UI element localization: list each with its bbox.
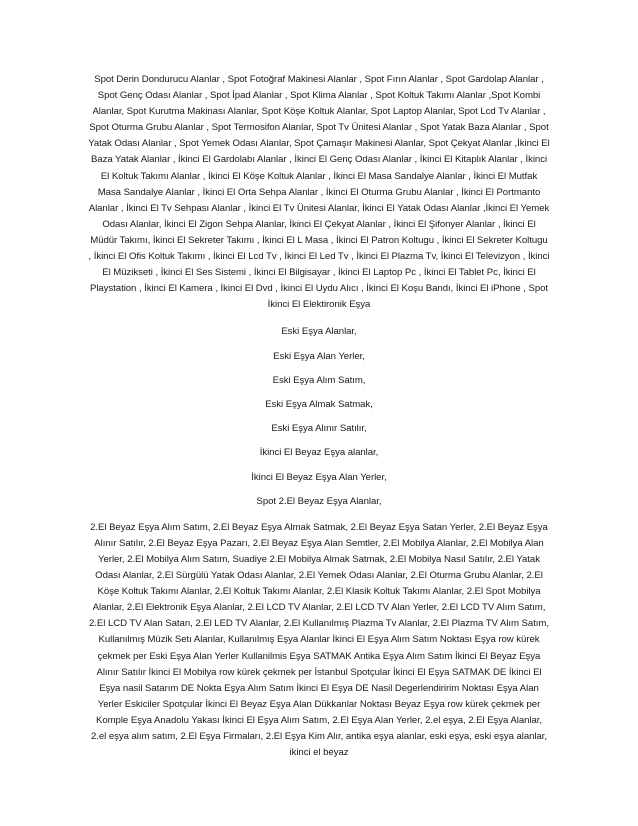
single-line: Spot 2.El Beyaz Eşya Alanlar, (256, 495, 382, 507)
single-line: İkinci El Beyaz Eşya Alan Yerler, (251, 471, 387, 483)
single-lines (88, 324, 550, 509)
single-line: Eski Eşya Alınır Satılır, (271, 423, 367, 435)
single-line: Eski Eşya Almak Satmak, (265, 398, 373, 410)
document-page (88, 72, 550, 761)
single-line: Eski Eşya Alım Satım, (272, 374, 366, 386)
single-line: İkinci El Beyaz Eşya alanlar, (259, 447, 379, 459)
closing-paragraph: 2.El Beyaz Eşya Alım Satım, 2.El Beyaz Eşya Almak Satmak, 2.El Beyaz Eşya Satan Yerler, 2.El Beyaz Eşya Alınır Satılır, 2.El Beyaz Eşya Pazarı, 2.El Beyaz Eşya Alan Semtler, 2.El Mobilya Alanlar, 2.El Mobilya Alan Yerler, 2.El Mobilya Alım Satım, Suadiye 2.El Mobilya Almak Satmak, 2.El Mobilya Nasıl Satılır, 2.El Yatak Odası Alanlar, 2.El Sürgülü Yatak Odası Alanlar, 2.El Yemek Odası Alanlar, 2.El Oturma Grubu Alanlar, 2.El Köşe Koltuk Takımı Alanlar, 2.El Koltuk Takımı Alanlar, 2.El Klasik Koltuk Takımı Alanlar, 2.El Spot Mobilya Alanlar, 2.El Elektronik Eşya Alanlar, 2.El LCD TV Alanlar, 2.El LCD TV Alan Yerler, 2.El LCD TV Alım Satım, 2.El LCD TV Alan Satan, 2.El LED TV Alanlar, 2.El Kullanılmış Plazma Tv Alanlar, 2.El Plazma TV Alım Satım, Kullanılmış Müzik Setı Alanlar, Kullanılmış Eşya Alanlar İkinci El Eşya Alım Satım Noktası Eşya row kürek çekmek per Eski Eşya Alan Yerler Kullanilmis Eşya SATMAK Antika Eşya Alım Satım İkinci El Beyaz Eşya Alınır Satılır İkinci El Mobilya row kürek çekmek per İstanbul Spotçular İkinci El Eşya SATMAK DE İkinci El Eşya nasil Satarım DE Nokta Eşya Alım Satım İkinci El Eşya DE Nasil Degerlendiririm Noktası Eşya Alan Yerler Eskiciler Spotçular İkinci El Beyaz Eşya Alan Dükkanlar Noktası Beyaz Eşya row kürek çekmek per Komple Eşya Anadolu Yakası İkinci El Eşya Alım Satım, 2.El Eşya Alan Yerler, 2.el eşya, 2.El Eşya Alanlar, 2.el eşya alım satım, 2.El Eşya Firmaları, 2.El Eşya Kim Alır, antika eşya alanlar, eski eşya, eski eşya alanlar, ikinci el beyaz (89, 521, 549, 759)
single-line: Eski Eşya Alan Yerler, (273, 350, 365, 362)
single-line: Eski Eşya Alanlar, (281, 326, 357, 338)
intro-paragraph: Spot Derin Dondurucu Alanlar , Spot Fotoğraf Makinesi Alanlar , Spot Fırın Alanlar , Spot Gardolap Alanlar , Spot Genç Odası Alanlar , Spot İpad Alanlar , Spot Klima Alanlar , Spot Koltuk Takımı Alanlar ,Spot Kombi Alanlar, Spot Kurutma Makinası Alanlar, Spot Köşe Koltuk Alanlar, Spot Laptop Alanlar, Spot Lcd Tv Alanlar , Spot Oturma Grubu Alanlar , Spot Termosifon Alanlar, Spot Tv Ünitesi Alanlar , Spot Yatak Baza Alanlar , Spot Yatak Odası Alanlar , Spot Yemek Odası Alanlar, Spot Çamaşır Makinesi Alanlar, Spot Çekyat Alanlar ,İkinci El Baza Yatak Alanlar , İkinci El Gardolabı Alanlar , İkinci El Genç Odası Alanlar , İkinci El Kitaplık Alanlar , İkinci El Koltuk Takımı Alanlar , İkinci El Köşe Koltuk Alanlar , İkinci El Masa Sandalye Alanlar , İkinci El Mutfak Masa Sandalye Alanlar , İkinci El Orta Sehpa Alanlar , İkinci El Oturma Grubu Alanlar , İkinci El Portmanto Alanlar , İkinci El Tv Sehpası Alanlar , İkinci El Tv Ünitesi Alanlar, İkinci El Yatak Odası Alanlar ,İkinci El Yemek Odası Alanlar, İkinci El Zigon Sehpa Alanlar, İkinci El Çekyat Alanlar , İkinci El Şifonyer Alanlar , İkinci El Müdür Takımı, İkinci El Sekreter Takımı , İkinci El L Masa , İkinci El Patron Koltugu , İkinci El Sekreter Koltugu , İkinci El Ofis Koltuk Takımı , İkinci El Lcd Tv , İkinci El Led Tv , İkinci El Plazma Tv, İkinci El Televizyon , İkinci El Müzikseti , İkinci El Ses Sistemi , İkinci El Bilgisayar , İkinci El Laptop Pc , İkinci El Tablet Pc, İkinci El Playstation , İkinci El Kamera , İkinci El Dvd , İkinci El Uydu Alıcı , İkinci El Koşu Bandı, İkinci El iPhone , Spot İkinci El Elektironik Eşya (88, 74, 550, 311)
